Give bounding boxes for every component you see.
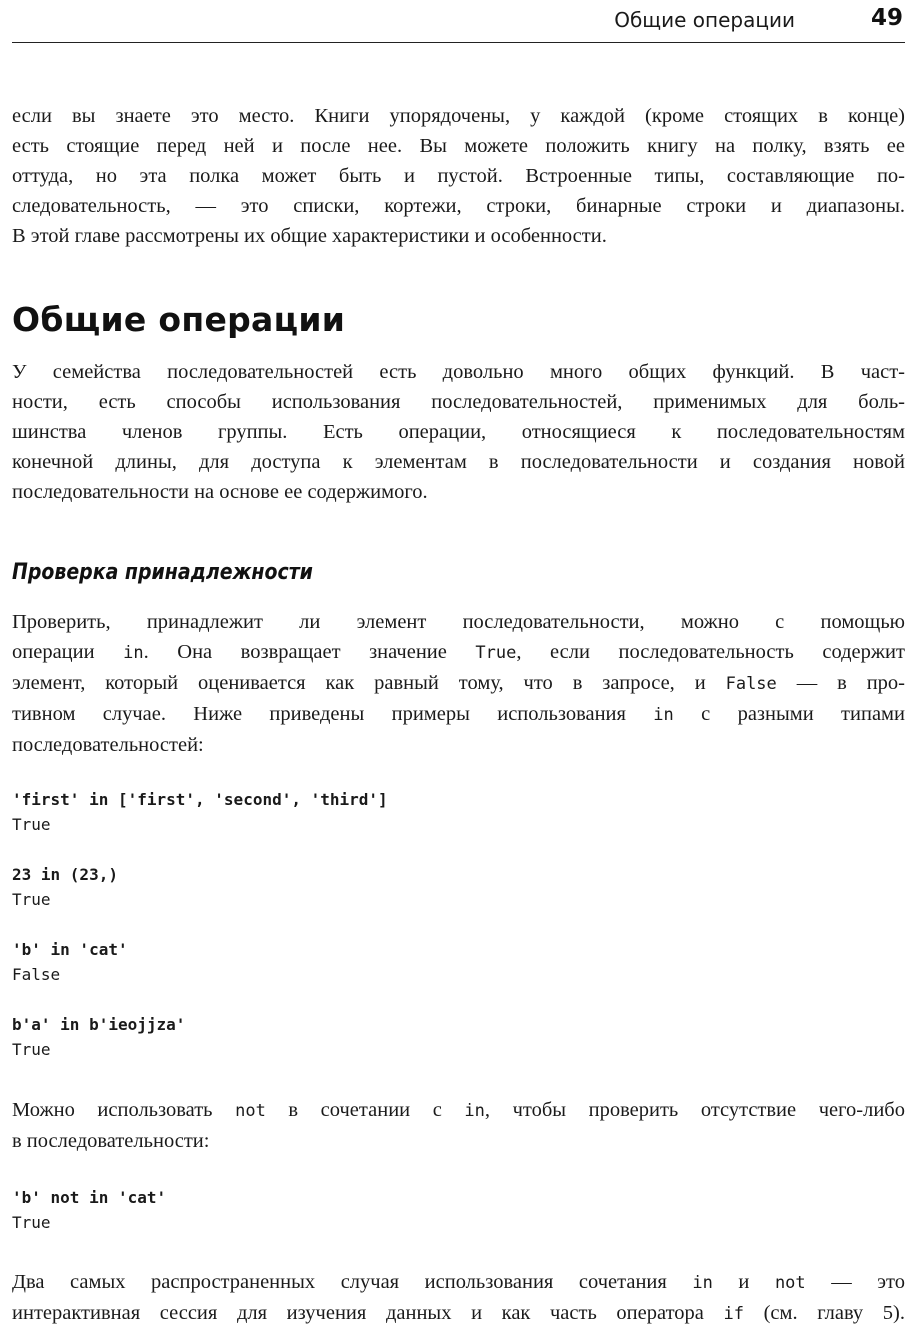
code-example [12, 1185, 166, 1235]
closing-paragraph [12, 1267, 905, 1329]
page-number: 49 [870, 5, 903, 31]
text-line: оттуда, но эта полка может быть и пустой. Встроенные типы, составляющие по- [12, 165, 905, 187]
running-header-title: Общие операции [614, 8, 795, 32]
inline-code: if [723, 1304, 744, 1324]
text-line: если вы знаете это место. Книги упорядочены, у каждой (кроме стоящих в конце) [12, 105, 905, 127]
code-output: True [12, 1040, 51, 1059]
code-example [12, 787, 388, 837]
text-line: в последовательности: [12, 1130, 210, 1152]
code-command: b'a' in b'ieojjza' [12, 1015, 186, 1034]
inline-code: False [725, 674, 777, 694]
code-command: 'b' not in 'cat' [12, 1188, 167, 1207]
inline-code: not [774, 1273, 806, 1293]
inline-code: not [235, 1101, 266, 1121]
code-command: 'b' in 'cat' [12, 940, 128, 959]
inline-code: in [653, 705, 674, 725]
running-header [12, 0, 905, 43]
text-line: следовательность, — это списки, кортежи, строки, бинарные строки и диапазоны. [12, 195, 905, 217]
text-line: В этой главе рассмотрены их общие характеристики и особенности. [12, 225, 607, 247]
code-command: 23 in (23,) [12, 865, 118, 884]
code-output: True [12, 815, 51, 834]
text-line: последовательностей: [12, 734, 204, 756]
text-line: интерактивная сессия для изучения данных и как часть оператора if (см. главу 5). [12, 1302, 906, 1324]
book-page [12, 0, 905, 1340]
membership-paragraph [12, 607, 905, 760]
text-line: шинства членов группы. Есть операции, относящиеся к последовательностям [12, 421, 905, 443]
not-in-paragraph [12, 1095, 905, 1156]
code-example [12, 1012, 185, 1062]
code-output: True [12, 890, 51, 909]
text-line: У семейства последовательностей есть довольно много общих функций. В част- [12, 361, 905, 383]
text-line: последовательности на основе ее содержимого. [12, 481, 428, 503]
section-paragraph [12, 357, 905, 507]
inline-code: in [464, 1101, 485, 1121]
text-line: Можно использовать not в сочетании с in, чтобы проверить отсутствие чего-либо [12, 1099, 905, 1121]
text-line: операции in. Она возвращает значение True, если последовательность содержит [12, 641, 905, 663]
section-heading: Общие операции [12, 300, 346, 339]
code-example [12, 937, 128, 987]
inline-code: in [692, 1273, 713, 1293]
text-line: ности, есть способы использования последовательностей, применимых для боль- [12, 391, 905, 413]
text-line: Проверить, принадлежит ли элемент последовательности, можно с помощью [12, 611, 905, 633]
code-command: 'first' in ['first', 'second', 'third'] [12, 790, 388, 809]
code-output: True [12, 1213, 51, 1232]
text-line: элемент, который оценивается как равный тому, что в запросе, и False — в про- [12, 672, 905, 694]
inline-code: True [475, 643, 517, 663]
inline-code: in [123, 643, 144, 663]
text-line: Два самых распространенных случая использования сочетания in и not — это [12, 1271, 905, 1293]
text-line: есть стоящие перед ней и после нее. Вы можете положить книгу на полку, взять ее [12, 135, 905, 157]
intro-paragraph [12, 101, 905, 251]
text-line: тивном случае. Ниже приведены примеры использования in с разными типами [12, 703, 905, 725]
text-line: конечной длины, для доступа к элементам в последовательности и создания новой [12, 451, 905, 473]
code-example [12, 862, 118, 912]
subsection-heading: Проверка принадлежности [12, 560, 313, 585]
code-output: False [12, 965, 61, 984]
